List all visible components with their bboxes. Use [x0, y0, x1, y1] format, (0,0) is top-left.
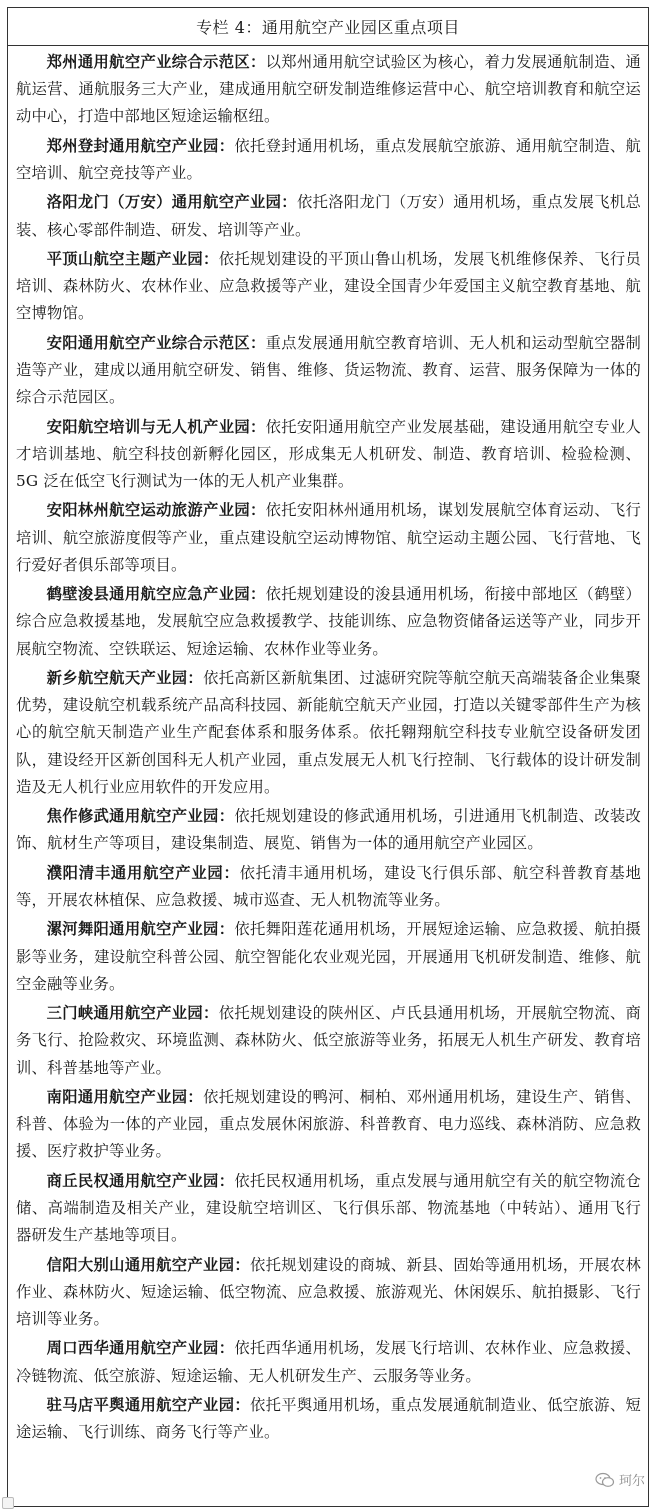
project-item	[16, 1084, 641, 1166]
wechat-icon	[595, 1472, 615, 1488]
project-description: 以郑州通用航空试验区为核心，着力发展通航制造、通航运营、通航服务三大产业，建成通用航空研发制造维修运营中心、航空培训教育和航空运动中心，打造中部地区短途运输枢纽。	[16, 53, 641, 126]
project-description: 依托规划建设的平顶山鲁山机场，发展飞机维修保养、飞行员培训、森林防火、农林作业、应急救援等产业，建设全国青少年爱国主义航空教育基地、航空博物馆。	[16, 249, 641, 323]
project-name: 郑州登封通用航空产业园：	[46, 136, 235, 155]
project-description: 依托舞阳莲花通用机场，开展短途运输、应急救援、航拍摄影等业务，建设航空科普公园、航空智能化农业观光园，开展通用飞机研发制造、维修、航空金融等业务。	[16, 920, 642, 993]
project-name: 郑州通用航空产业综合示范区：	[46, 53, 266, 71]
project-item	[16, 49, 641, 131]
project-name: 驻马店平舆通用航空产业园：	[46, 1395, 250, 1414]
project-item	[16, 246, 641, 328]
project-name: 濮阳清丰通用航空产业园：	[46, 863, 240, 882]
project-list	[8, 46, 648, 1446]
project-item	[16, 1392, 641, 1446]
project-description: 依托洛阳龙门（万安）通用机场，重点发展飞机总装、核心零部件制造、研发、培训等产业。	[16, 193, 642, 239]
project-description: 重点发展通用航空教育培训、无人机和运动型航空器制造等产业，建成以通用航空研发、销售、维修、货运物流、教育、运营、服务保障为一体的综合示范园区。	[16, 333, 641, 407]
project-item	[16, 581, 641, 663]
project-description: 依托民权通用机场，重点发展与通用航空有关的航空物流仓储、高端制造及相关产业，建设航空培训区、飞行俱乐部、物流基地（中转站）、通用飞行器研发生产基地等项目。	[16, 1171, 642, 1245]
project-name: 平顶山航空主题产业园：	[46, 249, 219, 268]
project-name: 南阳通用航空产业园：	[46, 1087, 204, 1106]
project-name: 焦作修武通用航空产业园：	[46, 807, 235, 826]
corner-marker	[2, 1497, 14, 1509]
project-item	[16, 860, 641, 914]
project-item	[16, 1000, 641, 1082]
project-description: 依托登封通用机场，重点发展航空旅游、通用航空制造、航空培训、航空竞技等产业。	[16, 136, 642, 182]
project-name: 商丘民权通用航空产业园：	[46, 1171, 235, 1190]
project-item	[16, 803, 641, 857]
project-description: 依托安阳通用航空产业发展基础，建设通用航空专业人才培训基地、航空科技创新孵化园区，形成集无人机研发、制造、教育培训、检验检测、5G 泛在低空飞行测试为一体的无人机产业集群。	[16, 417, 641, 490]
project-description: 依托安阳林州通用机场，谋划发展航空体育运动、飞行培训、航空旅游度假等产业，重点建设航空运动博物馆、航空运动主题公园、飞行营地、飞行爱好者俱乐部等项目。	[16, 501, 641, 574]
project-name: 三门峡通用航空产业园：	[46, 1004, 219, 1023]
project-item	[16, 133, 641, 187]
project-item	[16, 330, 641, 412]
project-name: 安阳通用航空产业综合示范区：	[46, 333, 266, 352]
project-description: 依托西华通用机场，发展飞行培训、农林作业、应急救援、冷链物流、低空旅游、短途运输、无人机研发生产、云服务等业务。	[16, 1339, 642, 1385]
project-description: 依托清丰通用机场，建设飞行俱乐部、航空科普教育基地等，开展农林植保、应急救援、城市巡查、无人机物流等业务。	[16, 863, 641, 909]
watermark-text: 珂尔	[618, 1474, 645, 1489]
project-item	[16, 1335, 641, 1389]
project-description: 依托规划建设的商城、新县、固始等通用机场，开展农林作业、森林防火、短途运输、低空物流、应急救援、旅游观光、休闲娱乐、航拍摄影、飞行培训等业务。	[16, 1255, 641, 1328]
watermark	[592, 1470, 648, 1489]
project-name: 安阳林州航空运动旅游产业园：	[46, 501, 266, 520]
table-title: 专栏 4：通用航空产业园区重点项目	[8, 8, 648, 46]
project-name: 周口西华通用航空产业园：	[46, 1339, 235, 1358]
project-item	[16, 1168, 641, 1250]
project-item	[16, 189, 641, 243]
project-item	[16, 1252, 641, 1334]
project-name: 新乡航空航天产业园：	[46, 668, 204, 687]
project-item	[16, 497, 641, 579]
project-name: 洛阳龙门（万安）通用航空产业园：	[46, 193, 297, 212]
project-name: 漯河舞阳通用航空产业园：	[46, 920, 235, 939]
project-item	[16, 665, 641, 801]
project-name: 信阳大别山通用航空产业园：	[46, 1255, 250, 1274]
project-item	[16, 916, 641, 998]
project-table	[7, 7, 649, 1507]
project-description: 依托高新区新航集团、过滤研究院等航空航天高端装备企业集聚优势，建设航空机载系统产品高科技园、新能航空航天产业园，打造以关键零部件生产为核心的航空航天制造产业生产配套体系和服务体系。依托翱翔航空科技专业航空设备研发团队，建设经开区新创国科无人机产业园，重点发展无人机飞行控制、飞行载体的设计研发制造及无人机行业应用软件的开发应用。	[16, 668, 641, 796]
project-description: 依托规划建设的浚县通用机场，衔接中部地区（鹤壁）综合应急救援基地，发展航空应急救援教学、技能训练、应急物资储备运送等产业，同步开展航空物流、空铁联运、短途运输、农林作业等业务。	[16, 585, 641, 658]
project-description: 依托规划建设的陕州区、卢氏县通用机场，开展航空物流、商务飞行、抢险救灾、环境监测、森林防火、低空旅游等业务，拓展无人机生产研发、教育培训、科普基地等产业。	[16, 1004, 641, 1077]
project-name: 安阳航空培训与无人机产业园：	[46, 417, 266, 436]
project-name: 鹤壁浚县通用航空应急产业园：	[46, 585, 266, 604]
project-item	[16, 414, 641, 496]
project-description: 依托平舆通用机场，重点发展通航制造业、低空旅游、短途运输、飞行训练、商务飞行等产业。	[16, 1395, 641, 1442]
project-description: 依托规划建设的鸭河、桐柏、邓州通用机场，建设生产、销售、科普、体验为一体的产业园，重点发展休闲旅游、科普教育、电力巡线、森林消防、应急救援、医疗救护等业务。	[16, 1087, 641, 1161]
project-description: 依托规划建设的修武通用机场，引进通用飞机制造、改装改饰、航材生产等项目，建设集制造、展览、销售为一体的通用航空产业园区。	[16, 807, 642, 853]
